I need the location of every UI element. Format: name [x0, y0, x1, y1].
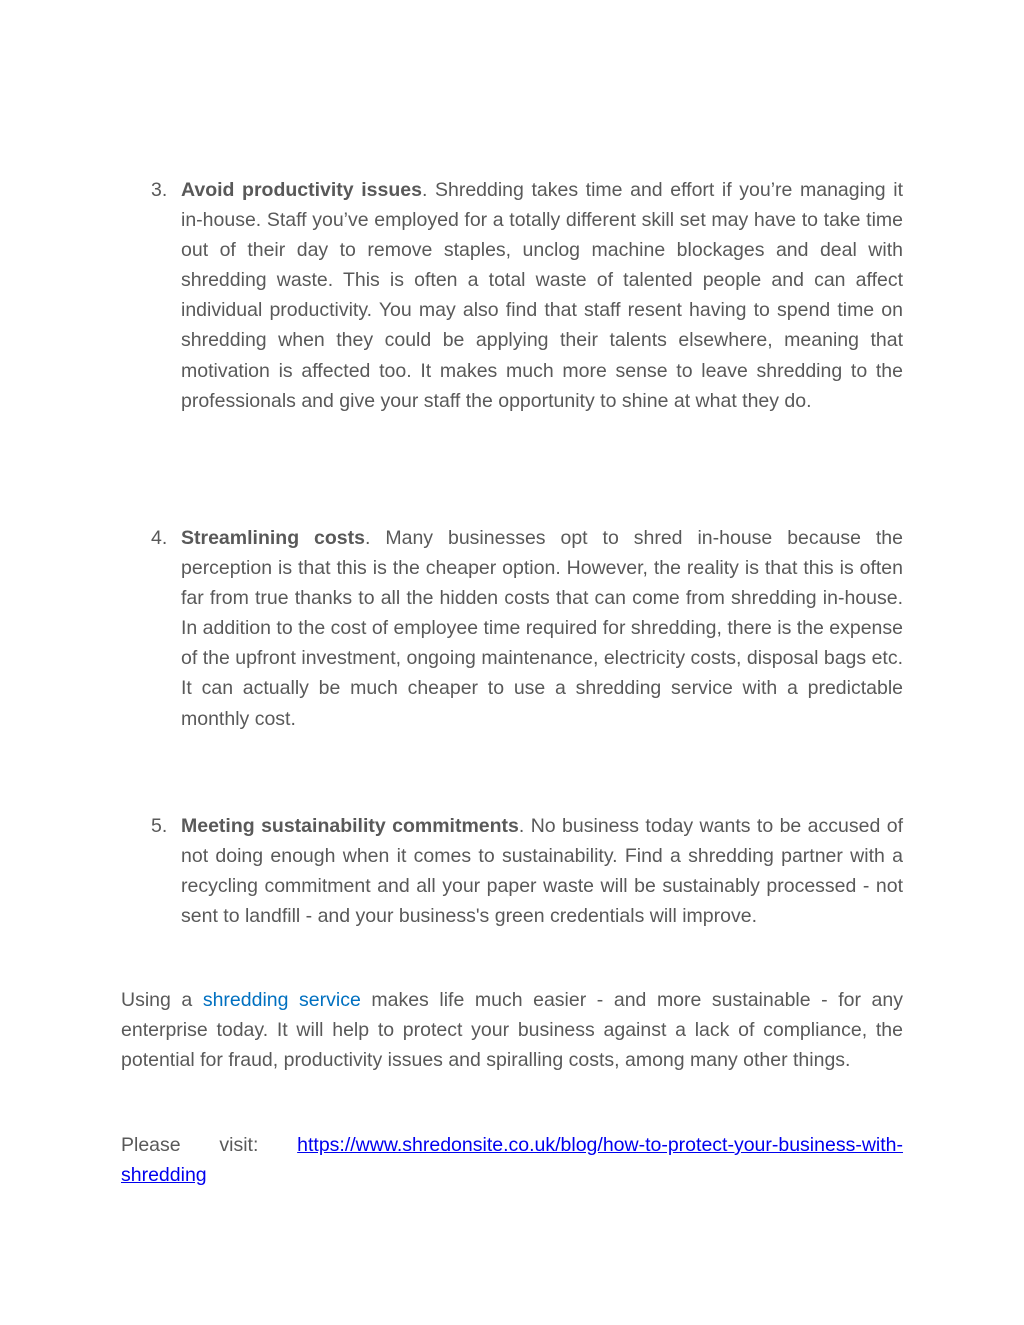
list-item-heading: Avoid productivity issues [181, 179, 422, 201]
list-item-body: . No business today wants to be accused of not doing enough when it comes to sustainability. Find a shredding partner with a recycling commitment and all your paper waste will be sustainably processed - not sent to landfill - and your business's green credentials will improve. [181, 815, 903, 928]
list-item [121, 811, 903, 931]
list-item-heading: Streamlining costs [181, 527, 365, 549]
closing-text-end: makes life much easier - and more sustainable - for any enterprise today. It will help to protect your business against a lack of compliance, the potential for fraud, productivity issues and spiralling costs, among many other things. [121, 989, 903, 1072]
list-item-text [181, 811, 903, 931]
list-item-body: . Many businesses opt to shred in-house because the perception is that this is the cheaper option. However, the reality is that this is often far from true thanks to all the hidden costs that can come from shredding in-house. In addition to the cost of employee time required for shredding, there is the expense of the upfront investment, ongoing maintenance, electricity costs, disposal bags etc. It can actually be much cheaper to use a shredding service with a predictable monthly cost. [181, 527, 903, 730]
list-number: 3. [151, 179, 168, 201]
list-item-text [181, 523, 903, 734]
visit-paragraph [121, 1130, 903, 1190]
source-url-link[interactable]: https://www.shredonsite.co.uk/blog/how-to-protect-your-business-with-shredding [121, 1134, 903, 1187]
list-item [121, 523, 903, 734]
list-item-heading: Meeting sustainability commitments [181, 815, 519, 837]
visit-label: Please visit: [121, 1134, 298, 1156]
list-item-body: . Shredding takes time and effort if you’re managing it in-house. Staff you’ve employed for a totally different skill set may have to take time out of their day to remove staples, unclog machine blockages and deal with shredding waste. This is often a total waste of talented people and can affect individual productivity. You may also find that staff resent having to spend time on shredding when they could be applying their talents elsewhere, meaning that motivation is affected too. It makes much more sense to leave shredding to the professionals and give your staff the opportunity to shine at what they do. [181, 179, 903, 412]
list-number: 4. [151, 527, 168, 549]
list-item-text [181, 175, 903, 416]
shredding-service-link[interactable]: shredding service [202, 989, 361, 1011]
list-number: 5. [151, 815, 168, 837]
list-item [121, 175, 903, 416]
closing-paragraph [121, 985, 903, 1075]
closing-text-start: Using a [121, 989, 203, 1011]
